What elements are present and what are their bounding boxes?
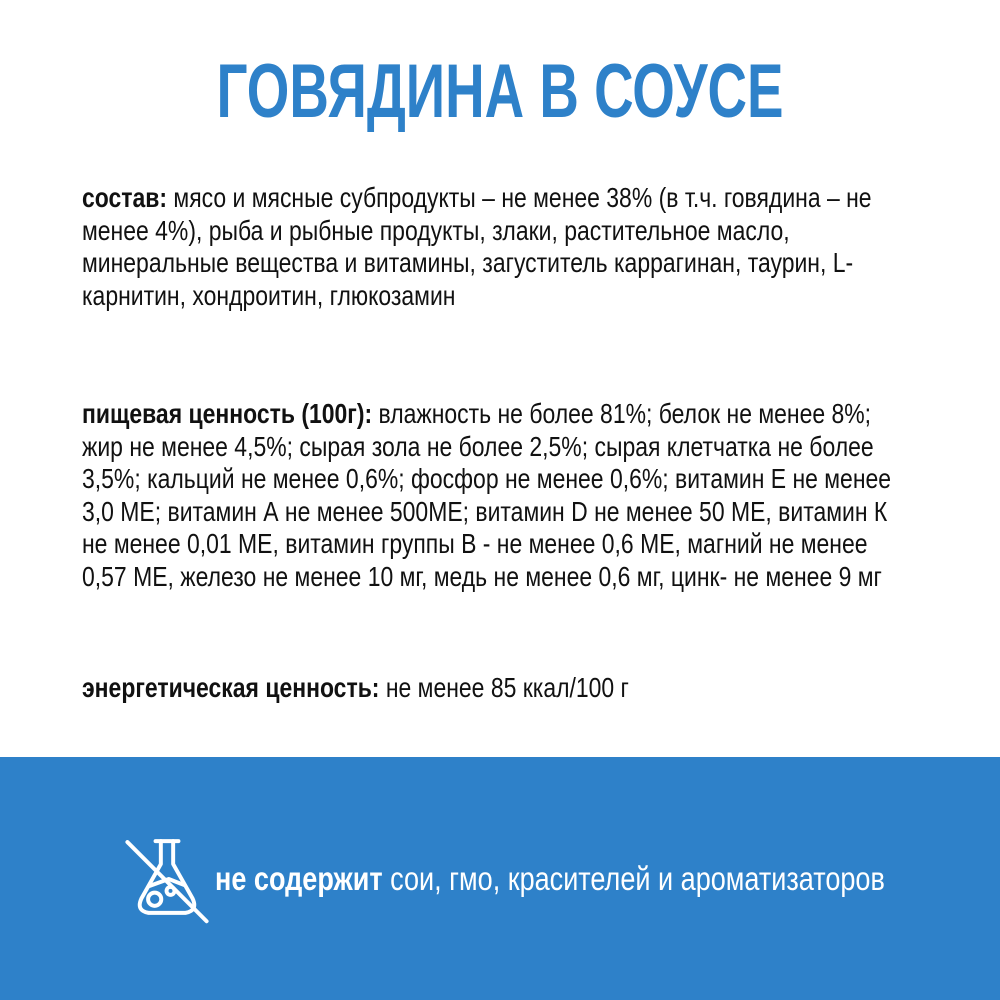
no-additives-text [215,859,885,899]
energy-text: не менее 85 ккал/100 г [379,672,629,703]
no-additives-banner [0,757,1000,1000]
energy-section [82,672,910,705]
no-additives-text-rest: сои, гмо, красителей и ароматизаторов [382,859,885,897]
composition-label: состав: [82,182,168,213]
energy-label: энергетическая ценность: [82,672,380,703]
nutrition-text: влажность не более 81%; белок не менее 8%; жир не менее 4,5%; сырая зола не более 2,5%; сырая клетчатка не более 3,5%; кальций не менее 0,6%; фосфор не менее 0,6%; витамин Е не менее 3,0 МЕ; витамин А не менее 500МЕ; витамин D не менее 50 МЕ, витамин К не менее 0,01 МЕ, витамин группы В - не менее 0,6 МЕ, магний не менее 0,57 МЕ, железо не менее 10 мг, медь не менее 0,6 мг, цинк- не менее 9 мг [82,398,892,592]
page-title: ГОВЯДИНА В СОУСЕ [216,49,784,134]
composition-text: мясо и мясные субпродукты – не менее 38% (в т.ч. говядина – не менее 4%), рыба и рыбные продукты, злаки, растительное масло, минеральные вещества и витамины, загуститель каррагинан, таурин, L-карнитин, хондроитин, глюкозамин [82,182,872,311]
nutrition-section [82,398,910,593]
composition-section [82,182,910,312]
nutrition-label: пищевая ценность (100г): [82,398,373,429]
crossed-flask-icon [123,835,211,923]
no-additives-text-bold: не содержит [215,859,383,897]
